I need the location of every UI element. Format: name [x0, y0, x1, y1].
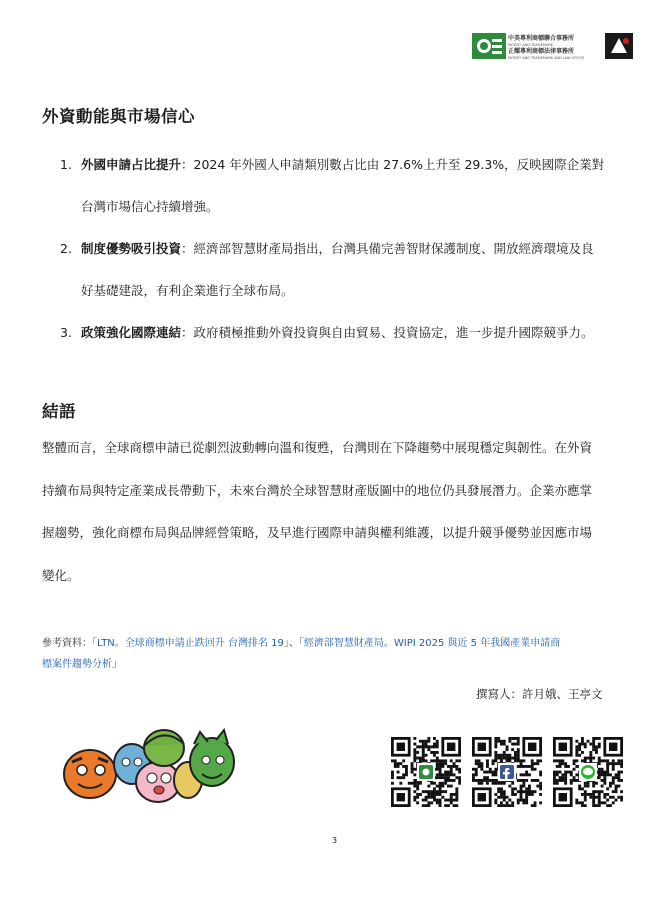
list-item-label: 外國申請占比提升: [81, 157, 182, 172]
list-item-number: 1.: [60, 157, 72, 172]
list-item-label: 政策強化國際連結: [81, 325, 182, 340]
logo-name-line1: 中美專利商標聯合事務所: [508, 35, 575, 42]
logo-name-line3: 正耀專利商標法律事務所: [508, 48, 575, 55]
numbered-list: [60, 144, 641, 354]
list-item-text: ：2024 年外國人申請類別數占比由 27.6%上升至 29.3%，反映國際企業對: [181, 157, 605, 172]
firm-mark-icon: [605, 33, 633, 59]
logo-icon: [417, 763, 435, 781]
list-item: [60, 144, 641, 228]
conclusion-line: 整體而言，全球商標申請已從劇烈波動轉向溫和復甦，台灣則在下降趨勢中展現穩定與韌性。在外資: [42, 440, 593, 455]
reference-prefix: 參考資料：「: [42, 638, 97, 649]
conclusion-paragraph: [42, 427, 642, 597]
logo-name-line4: PATENT AND TRADEMARK AND LAW OFFICE: [508, 56, 585, 60]
references: [42, 633, 642, 675]
list-item-text: ：經濟部智慧財產局指出，台灣具備完善智財保護制度、開放經濟環境及良: [181, 241, 594, 256]
conclusion-line: 握趨勢，強化商標布局與品牌經營策略，及早進行國際申請與權利維護，以提升競爭優勢並因應市場: [42, 525, 593, 540]
list-item-text-cont: 台灣市場信心持續增強。: [81, 199, 219, 214]
conclusion-line: 持續布局與特定產業成長帶動下，未來台灣於全球智慧財產版圖中的地位仍具發展潛力。企業亦應掌: [42, 482, 593, 498]
qr-code-line[interactable]: [553, 737, 623, 807]
firm-emblem-icon: [472, 33, 506, 59]
page-number: 3: [332, 836, 338, 845]
facebook-icon: [498, 763, 516, 781]
author-credit: 撰寫人：許月娥、王亭文: [476, 687, 603, 701]
list-item: [60, 312, 641, 354]
list-item-label: 制度優勢吸引投資: [81, 241, 182, 256]
reference-separator: 」、「: [283, 638, 304, 649]
qr-code-website[interactable]: [391, 737, 461, 807]
reference-link-ltn[interactable]: LTN。全球商標申請止跌回升 台灣排名 19: [97, 638, 284, 649]
list-item-text: ：政府積極推動外資投資與自由貿易、投資協定，進一步提升國際競爭力。: [181, 325, 594, 340]
line-icon: [579, 763, 597, 781]
list-item: [60, 228, 641, 312]
firm-logo: [472, 33, 632, 59]
logo-name-line2: PATENT AND TRADEMARK: [508, 43, 553, 47]
list-item-number: 2.: [60, 241, 72, 256]
section-title-foreign-investment: 外資動能與市場信心: [42, 107, 195, 126]
reference-link-tipo-cont[interactable]: 標案件趨勢分析: [42, 659, 112, 670]
reference-suffix: 」: [112, 659, 122, 670]
reference-link-tipo[interactable]: 經濟部智慧財產局。WIPI 2025 與近 5 年我國產業申請商: [303, 638, 561, 649]
list-item-text-cont: 好基礎建設，有利企業進行全球布局。: [81, 283, 294, 298]
section-title-conclusion: 結語: [42, 402, 76, 421]
qr-code-facebook[interactable]: [472, 737, 542, 807]
conclusion-line: 變化。: [42, 567, 80, 583]
list-item-number: 3.: [60, 325, 72, 340]
mascot-characters-illustration: [60, 722, 238, 804]
